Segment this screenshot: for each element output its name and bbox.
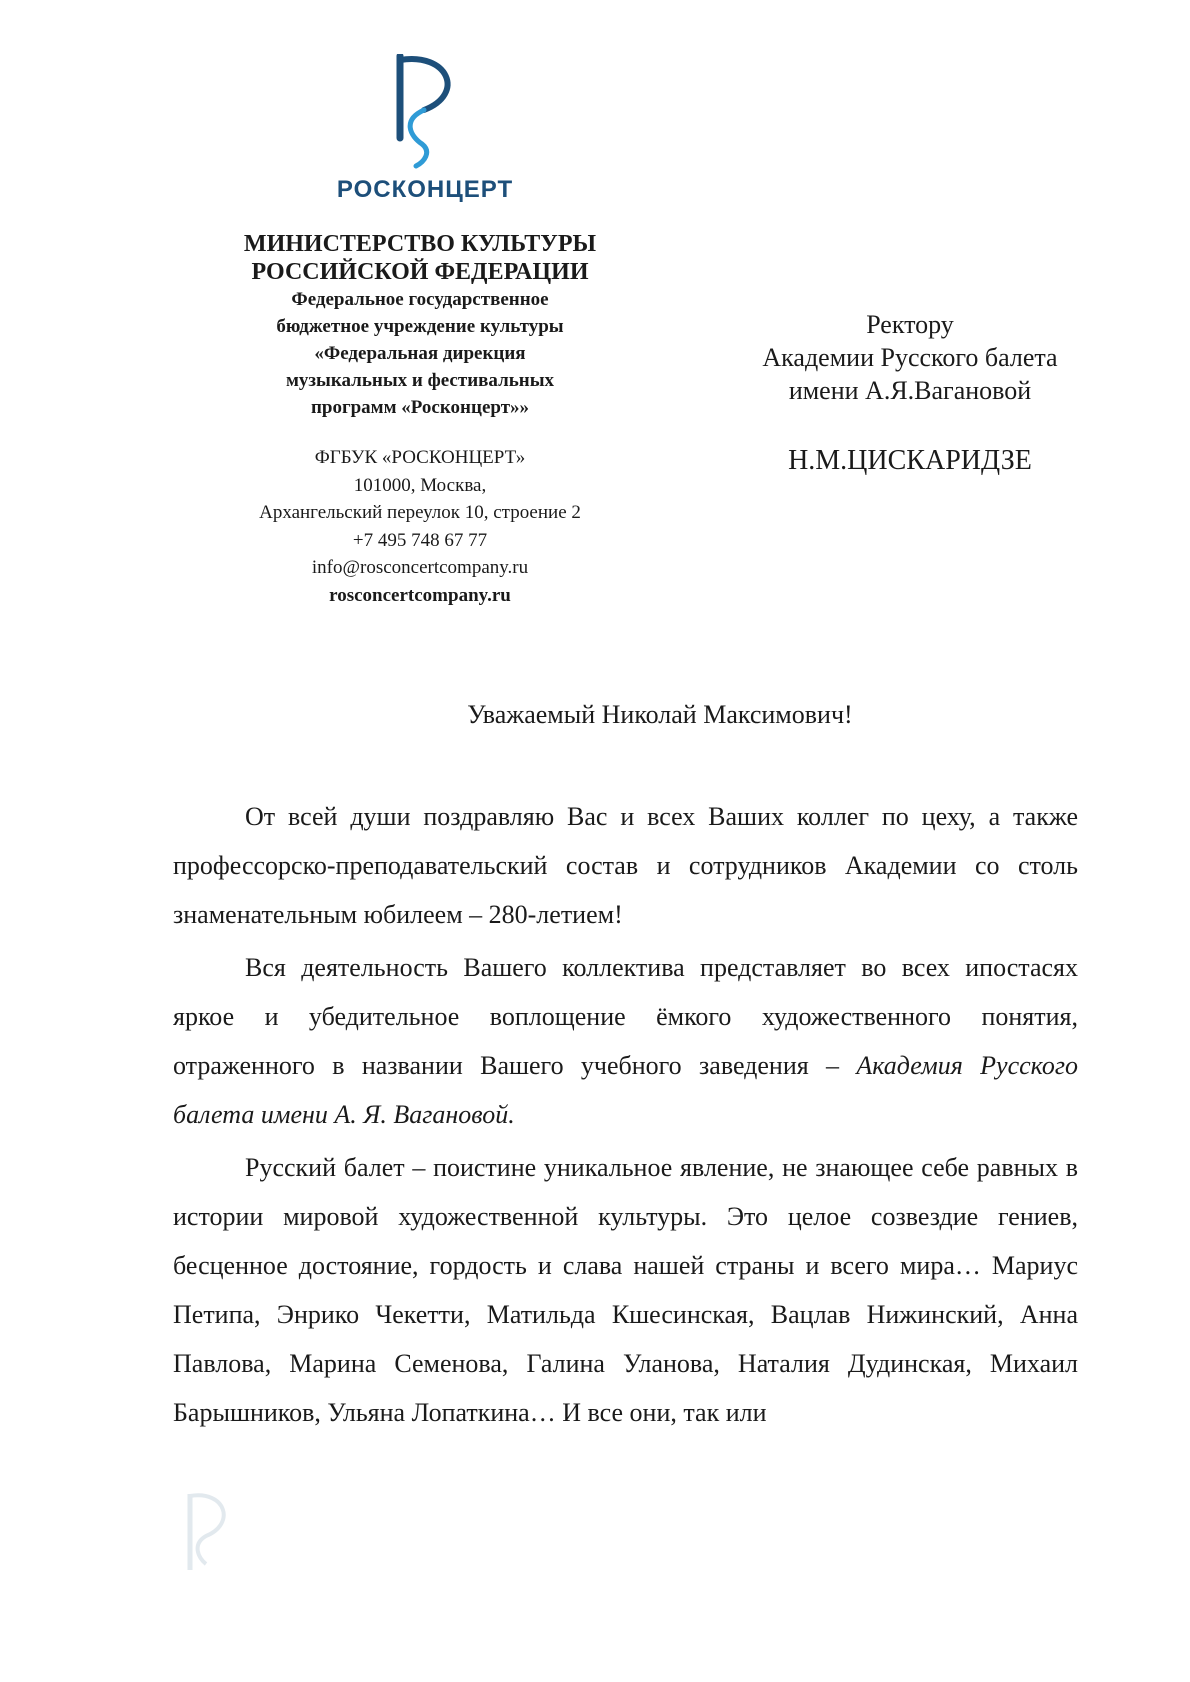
sender-organization [200,230,640,421]
paragraph-2 [173,943,1078,1139]
letter-body [173,792,1078,1441]
addressee-block [720,308,1100,407]
org-line: Федеральное государственное [291,289,549,310]
postal-code: 101000, Москва, [353,474,487,496]
org-line: музыкальных и фестивальных [285,370,555,391]
watermark-logo-icon [180,1490,240,1590]
org-line: «Федеральная дирекция [314,343,526,364]
org-line: бюджетное учреждение культуры [276,316,564,337]
ministry-line-1: МИНИСТЕРСТВО КУЛЬТУРЫ [243,231,597,257]
addressee-line-3: имени А.Я.Вагановой [788,376,1032,405]
email-address: info@rosconcertcompany.ru [311,557,529,578]
rosconcert-logo-icon [388,54,468,174]
logo-wordmark: РОСКОНЦЕРТ [336,176,514,203]
ministry-line-2: РОССИЙСКОЙ ФЕДЕРАЦИИ [251,259,589,285]
addressee-line-1: Ректору [866,310,954,339]
street-address: Архангельский переулок 10, строение 2 [259,502,581,523]
paragraph-2-text: Вся деятельность Вашего коллектива представляет во всех ипостасях яркое и убедительное воплощение ёмкого художественного понятия, отраженного в названии Вашего учебного заведения – [173,953,1078,1080]
paragraph-3: Русский балет – поистине уникальное явление, не знающее себе равных в истории мировой художественной культуры. Это целое созвездие гениев, бесценное достояние, гордость и слава нашей страны и всего мира… Мариус Петипа, Энрико Чекетти, Матильда Кшесинская, Вацлав Нижинский, Анна Павлова, Марина Семенова, Галина Уланова, Наталия Дудинская, Михаил Барышников, Ульяна Лопаткина… И все они, так или [173,1153,1078,1427]
org-line: программ «Росконцерт»» [310,397,530,418]
sender-contacts [200,444,640,609]
paragraph-1: От всей души поздравляю Вас и всех Ваших коллег по цеху, а также профессорско-преподавательский состав и сотрудников Академии со столь знаменательным юбилеем – 280-летием! [173,802,1078,929]
website: rosconcertcompany.ru [329,584,511,606]
phone-number: +7 495 748 67 77 [352,529,488,551]
addressee-line-2: Академии Русского балета [762,343,1058,372]
recipient-name: Н.М.ЦИСКАРИДЗЕ [788,445,1032,476]
short-name: ФГБУК «РОСКОНЦЕРТ» [314,447,526,468]
letter-greeting: Уважаемый Николай Максимович! [467,700,853,729]
academy-name-italic: Академия Русского балета имени А. Я. Вагановой. [173,1051,1078,1129]
